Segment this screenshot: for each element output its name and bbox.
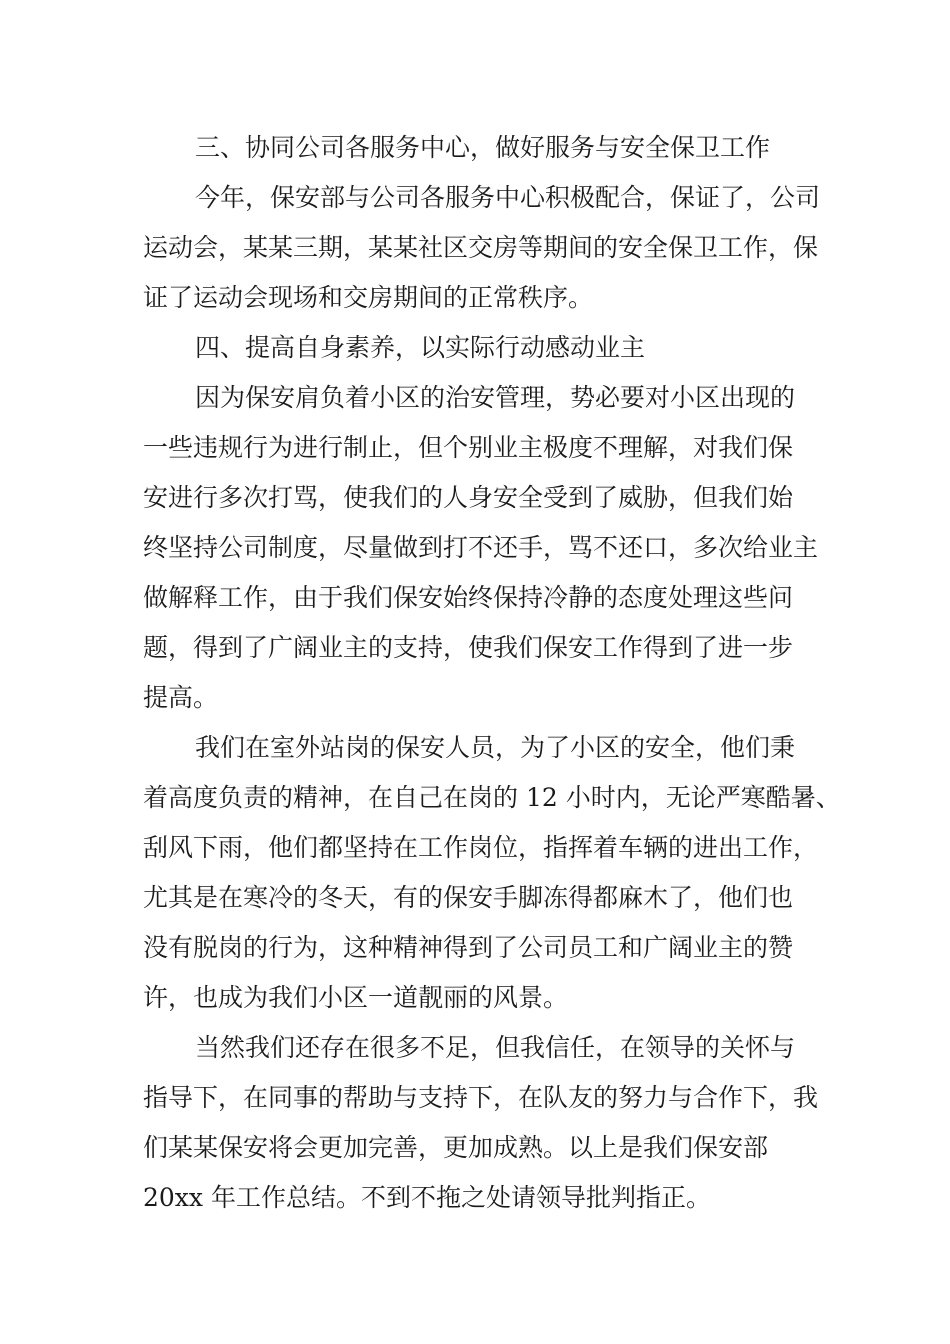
paragraph-line: 尤其是在寒冷的冬天，有的保安手脚冻得都麻木了，他们也 bbox=[143, 883, 794, 912]
paragraph-line: 刮风下雨，他们都坚持在工作岗位，指挥着车辆的进出工作， bbox=[143, 833, 819, 862]
paragraph-line: 提高。 bbox=[143, 683, 219, 712]
paragraph-line: 指导下，在同事的帮助与支持下，在队友的努力与合作下，我 bbox=[143, 1083, 819, 1112]
paragraph-line: 着高度负责的精神，在自己在岗的 12 小时内，无论严寒酷暑、 bbox=[143, 783, 841, 812]
paragraph-line: 我们在室外站岗的保安人员，为了小区的安全，他们秉 bbox=[195, 733, 796, 762]
paragraph-line: 做解释工作，由于我们保安始终保持冷静的态度处理这些问 bbox=[143, 583, 794, 612]
paragraph-line: 当然我们还存在很多不足，但我信任，在领导的关怀与 bbox=[195, 1033, 796, 1062]
paragraph-line: 20xx 年工作总结。不到不拖之处请领导批判指正。 bbox=[143, 1183, 711, 1212]
paragraph-line: 许，也成为我们小区一道靓丽的风景。 bbox=[143, 983, 569, 1012]
paragraph-line: 安进行多次打骂，使我们的人身安全受到了威胁，但我们始 bbox=[143, 483, 794, 512]
section-heading-3: 三、协同公司各服务中心，做好服务与安全保卫工作 bbox=[195, 133, 771, 162]
paragraph-line: 今年，保安部与公司各服务中心积极配合，保证了，公司 bbox=[195, 183, 821, 212]
paragraph-line: 因为保安肩负着小区的治安管理，势必要对小区出现的 bbox=[195, 383, 796, 412]
paragraph-line: 们某某保安将会更加完善，更加成熟。以上是我们保安部 bbox=[143, 1133, 769, 1162]
paragraph-line: 证了运动会现场和交房期间的正常秩序。 bbox=[143, 283, 594, 312]
paragraph-line: 没有脱岗的行为，这种精神得到了公司员工和广阔业主的赞 bbox=[143, 933, 794, 962]
paragraph-line: 题，得到了广阔业主的支持，使我们保安工作得到了进一步 bbox=[143, 633, 794, 662]
paragraph-line: 一些违规行为进行制止，但个别业主极度不理解，对我们保 bbox=[143, 433, 794, 462]
section-heading-4: 四、提高自身素养，以实际行动感动业主 bbox=[195, 333, 646, 362]
paragraph-line: 终坚持公司制度，尽量做到打不还手，骂不还口，多次给业主 bbox=[143, 533, 819, 562]
paragraph-line: 运动会，某某三期，某某社区交房等期间的安全保卫工作，保 bbox=[143, 233, 819, 262]
